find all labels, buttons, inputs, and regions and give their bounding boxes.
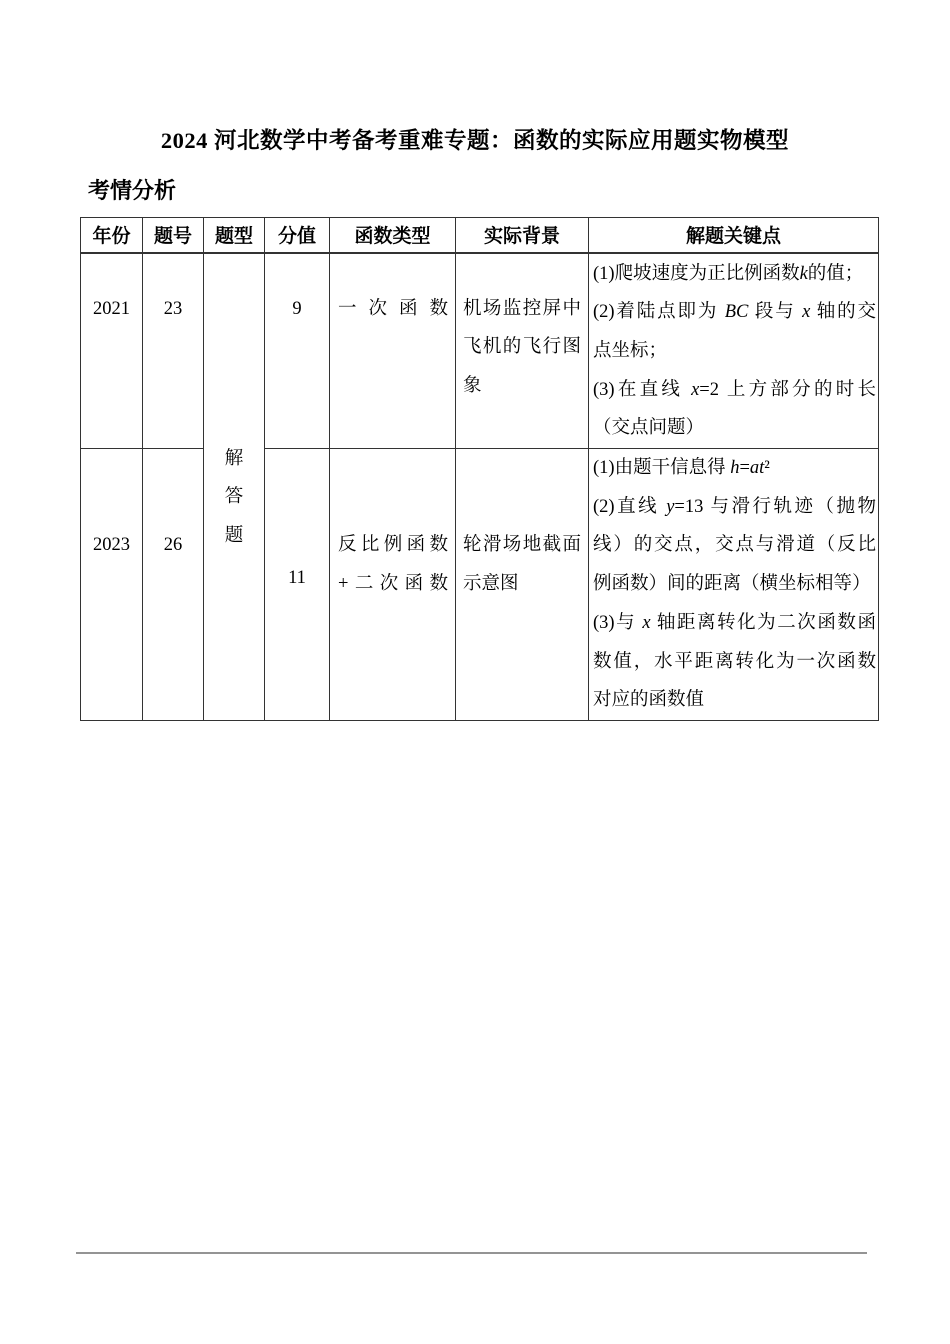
column-header-question-number: 题号: [143, 218, 204, 253]
column-header-question-type: 题型: [204, 218, 265, 253]
footer-divider-rule: [76, 1252, 867, 1254]
cell-question-type-merged: 解 答 题: [204, 253, 265, 721]
cell-year: 2023: [81, 449, 143, 721]
cell-score: 11: [265, 449, 330, 721]
column-header-background: 实际背景: [456, 218, 589, 253]
cell-question-number: 23: [143, 253, 204, 449]
table-row: [81, 449, 879, 721]
cell-function-type: 一次函数: [330, 253, 456, 449]
table-row: [81, 253, 879, 449]
cell-key-points: (1)爬坡速度为正比例函数k的值； (2)着陆点即为 BC 段与 x 轴的交 点坐标； (3)在直线 x=2 上方部分的时长 （交点问题）: [589, 253, 879, 449]
cell-background: 机场监控屏中 飞机的飞行图 象: [456, 253, 589, 449]
cell-background: 轮滑场地截面 示意图: [456, 449, 589, 721]
cell-question-number: 26: [143, 449, 204, 721]
document-title: 2024 河北数学中考备考重难专题：函数的实际应用题实物模型: [160, 128, 790, 153]
cell-function-type: 反比例函数 +二次函数: [330, 449, 456, 721]
column-header-key-points: 解题关键点: [589, 218, 879, 253]
section-heading: 考情分析: [88, 178, 177, 203]
cell-year: 2021: [81, 253, 143, 449]
header-row: [81, 218, 879, 253]
cell-key-points: (1)由题干信息得 h=at² (2)直线 y=13 与滑行轨迹（抛物 线）的交点，交点与滑道（反比 例函数）间的距离（横坐标相等） (3)与 x 轴距离转化为二次函数函 数值，水平距离转化为一次函数 对应的函数值: [589, 449, 879, 721]
column-header-score: 分值: [265, 218, 330, 253]
cell-score: 9: [265, 253, 330, 449]
column-header-function-type: 函数类型: [330, 218, 456, 253]
column-header-year: 年份: [81, 218, 143, 253]
exam-analysis-table: [80, 217, 879, 721]
